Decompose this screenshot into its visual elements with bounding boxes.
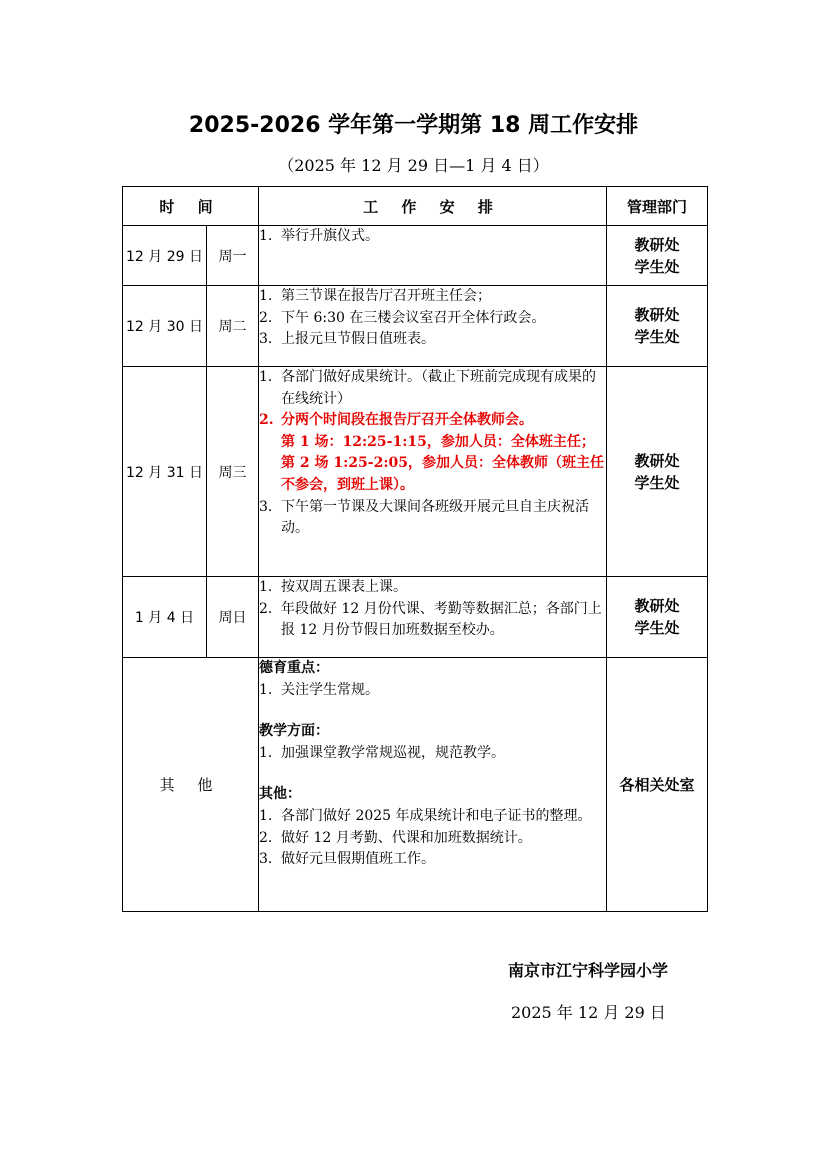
row-day: 周一 [207,226,259,286]
work-item: 3. 下午第一节课及大课间各班级开展元旦自主庆祝活动。 [259,498,590,537]
document-title: 2025-2026 学年第一学期第 18 周工作安排 [188,113,639,138]
work-item: 1. 按双周五课表上课。 [259,579,408,595]
header-time: 时 间 [123,187,259,226]
work-item-highlight: 第 1 场：12:25-1:15，参加人员：全体班主任； [281,433,595,450]
other-label: 其 他 [123,658,259,912]
table-row [123,226,708,286]
other-dept: 各相关处室 [607,658,708,912]
work-item-highlight: 2. 分两个时间段在报告厅召开全体教师会。 [259,412,534,429]
table-row [123,286,708,367]
work-item: 3. 上报元旦节假日值班表。 [259,331,436,348]
row-work [259,577,607,658]
row-dept: 教研处 学生处 [607,577,708,658]
work-item: 1. 第三节课在报告厅召开班主任会； [259,288,492,304]
row-work [259,226,607,286]
signature-date: 2025 年 12 月 29 日 [511,1003,666,1022]
row-work [259,286,607,367]
work-item: 2. 做好 12 月考勤、代课和加班数据统计。 [259,829,532,846]
table-row [123,577,708,658]
work-item: 1. 加强课堂教学常规巡视，规范教学。 [259,744,506,761]
work-item: 1. 关注学生常规。 [259,681,380,698]
work-item: 2. 下午 6:30 在三楼会议室召开全体行政会。 [259,309,546,326]
row-date: 12 月 31 日 [123,367,207,577]
section-heading: 教学方面： [259,723,330,740]
document-subtitle: （2025 年 12 月 29 日—1 月 4 日） [278,156,549,175]
work-item: 3. 做好元旦假期值班工作。 [259,851,436,868]
table-header-row [123,187,708,226]
table-row-other [123,658,708,912]
section-heading: 德育重点： [259,660,330,676]
work-item: 2. 年段做好 12 月份代课、考勤等数据汇总；各部门上报 12 月份节假日加班数据至校办。 [259,600,602,639]
row-date: 12 月 30 日 [123,286,207,367]
row-dept: 教研处 学生处 [607,226,708,286]
row-date: 12 月 29 日 [123,226,207,286]
row-day: 周二 [207,286,259,367]
work-item: 1. 举行升旗仪式。 [259,228,380,244]
other-work [259,658,607,912]
row-dept: 教研处 学生处 [607,367,708,577]
table-row [123,367,708,577]
schedule-table [122,186,708,912]
header-dept: 管理部门 [607,187,708,226]
header-work: 工 作 安 排 [259,187,607,226]
row-day: 周日 [207,577,259,658]
school-name: 南京市江宁科学园小学 [508,961,669,980]
work-item: 1. 各部门做好成果统计。（截止下班前完成现有成果的在线统计） [259,369,597,407]
work-item-highlight: 第 2 场 1:25-2:05，参加人员：全体教师（班主任不参会，到班上课）。 [281,455,604,493]
work-item: 1. 各部门做好 2025 年成果统计和电子证书的整理。 [259,807,592,824]
row-dept: 教研处 学生处 [607,286,708,367]
row-day: 周三 [207,367,259,577]
section-heading: 其他： [259,786,302,803]
row-work [259,367,607,577]
row-date: 1 月 4 日 [123,577,207,658]
